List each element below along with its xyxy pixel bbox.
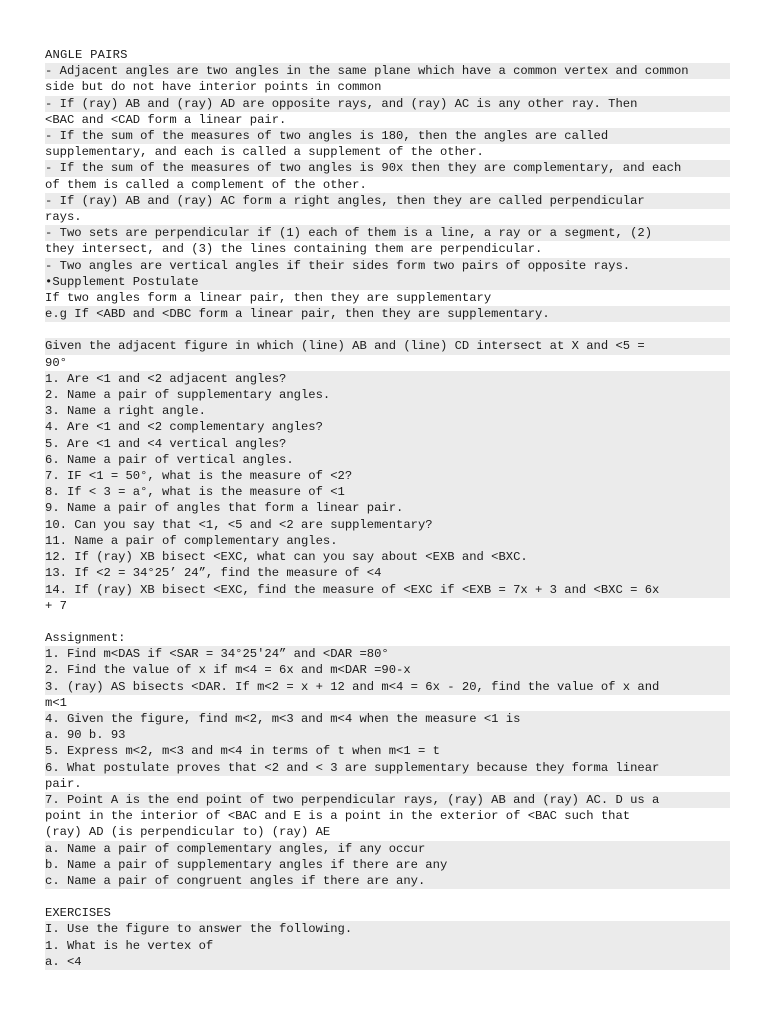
document-page bbox=[45, 47, 730, 970]
definition-line: of them is called a complement of the other. bbox=[45, 177, 367, 192]
question-line: 14. If (ray) XB bisect <EXC, find the measure of <EXC if <EXB = 7x + 3 and <BXC = 6x bbox=[45, 582, 730, 598]
assignment-list bbox=[45, 646, 730, 889]
exercises-heading: EXERCISES bbox=[45, 906, 111, 921]
given-line-1: Given the adjacent figure in which (line) AB and (line) CD intersect at X and <5 = bbox=[45, 338, 730, 354]
assignment-item-line: point in the interior of <BAC and E is a point in the exterior of <BAC such that bbox=[45, 809, 631, 824]
assignment-item-line: 7. Point A is the end point of two perpendicular rays, (ray) AB and (ray) AC. D us a bbox=[45, 792, 730, 808]
exercise-item-line: a. <4 bbox=[45, 954, 730, 970]
question-line: 4. Are <1 and <2 complementary angles? bbox=[45, 419, 730, 435]
assignment-item-line: 3. (ray) AS bisects <DAR. If m<2 = x + 12 and m<4 = 6x - 20, find the value of x and bbox=[45, 679, 730, 695]
given-line-2: 90° bbox=[45, 355, 67, 370]
question-line: 2. Name a pair of supplementary angles. bbox=[45, 387, 730, 403]
definition-line: <BAC and <CAD form a linear pair. bbox=[45, 112, 287, 127]
question-line: 3. Name a right angle. bbox=[45, 403, 730, 419]
question-line: 11. Name a pair of complementary angles. bbox=[45, 533, 730, 549]
assignment-item-line: m<1 bbox=[45, 695, 67, 710]
page-title: ANGLE PAIRS bbox=[45, 48, 128, 62]
postulate-statement: If two angles form a linear pair, then they are supplementary bbox=[45, 291, 492, 306]
spacer bbox=[45, 889, 730, 905]
definition-line: they intersect, and (3) the lines containing them are perpendicular. bbox=[45, 242, 543, 257]
postulate-heading: •Supplement Postulate bbox=[45, 274, 730, 290]
question-line: 6. Name a pair of vertical angles. bbox=[45, 452, 730, 468]
assignment-item-line: c. Name a pair of congruent angles if there are any. bbox=[45, 873, 730, 889]
definition-line: - If the sum of the measures of two angles is 90x then they are complementary, and each bbox=[45, 160, 730, 176]
question-line: 1. Are <1 and <2 adjacent angles? bbox=[45, 371, 730, 387]
spacer bbox=[45, 322, 730, 338]
exercises-list bbox=[45, 921, 730, 970]
question-line: 12. If (ray) XB bisect <EXC, what can you say about <EXB and <BXC. bbox=[45, 549, 730, 565]
assignment-item-line: 5. Express m<2, m<3 and m<4 in terms of t when m<1 = t bbox=[45, 743, 730, 759]
definition-line: - Adjacent angles are two angles in the same plane which have a common vertex and common bbox=[45, 63, 730, 79]
assignment-item-line: a. 90 b. 93 bbox=[45, 727, 730, 743]
definition-line: supplementary, and each is called a supplement of the other. bbox=[45, 145, 484, 160]
spacer bbox=[45, 614, 730, 630]
question-line: 5. Are <1 and <4 vertical angles? bbox=[45, 436, 730, 452]
definition-line: - Two sets are perpendicular if (1) each of them is a line, a ray or a segment, (2) bbox=[45, 225, 730, 241]
definition-line: - Two angles are vertical angles if their sides form two pairs of opposite rays. bbox=[45, 258, 730, 274]
definition-line: - If the sum of the measures of two angles is 180, then the angles are called bbox=[45, 128, 730, 144]
exercise-item-line: 1. What is he vertex of bbox=[45, 938, 730, 954]
assignment-item-line: 6. What postulate proves that <2 and < 3 are supplementary because they forma linear bbox=[45, 760, 730, 776]
definition-line: - If (ray) AB and (ray) AD are opposite rays, and (ray) AC is any other ray. Then bbox=[45, 96, 730, 112]
question-line: + 7 bbox=[45, 598, 67, 613]
postulate-example: e.g If <ABD and <DBC form a linear pair, then they are supplementary. bbox=[45, 306, 730, 322]
assignment-item-line: b. Name a pair of supplementary angles if there are any bbox=[45, 857, 730, 873]
assignment-item-line: 4. Given the figure, find m<2, m<3 and m<4 when the measure <1 is bbox=[45, 711, 730, 727]
assignment-item-line: 2. Find the value of x if m<4 = 6x and m<DAR =90-x bbox=[45, 662, 730, 678]
exercise-item-line: I. Use the figure to answer the following. bbox=[45, 921, 730, 937]
definition-line: side but do not have interior points in common bbox=[45, 80, 382, 95]
definition-line: - If (ray) AB and (ray) AC form a right angles, then they are called perpendicular bbox=[45, 193, 730, 209]
question-line: 9. Name a pair of angles that form a linear pair. bbox=[45, 500, 730, 516]
assignment-item-line: 1. Find m<DAS if <SAR = 34°25'24” and <DAR =80° bbox=[45, 646, 730, 662]
question-line: 7. IF <1 = 50°, what is the measure of <2? bbox=[45, 468, 730, 484]
definitions-section bbox=[45, 63, 730, 274]
question-line: 13. If <2 = 34°25’ 24”, find the measure of <4 bbox=[45, 565, 730, 581]
questions-list bbox=[45, 371, 730, 614]
assignment-item-line: a. Name a pair of complementary angles, if any occur bbox=[45, 841, 730, 857]
assignment-item-line: pair. bbox=[45, 776, 82, 791]
assignment-item-line: (ray) AD (is perpendicular to) (ray) AE bbox=[45, 825, 331, 840]
question-line: 10. Can you say that <1, <5 and <2 are supplementary? bbox=[45, 517, 730, 533]
question-line: 8. If < 3 = a°, what is the measure of <1 bbox=[45, 484, 730, 500]
assignment-heading: Assignment: bbox=[45, 630, 126, 645]
definition-line: rays. bbox=[45, 210, 82, 225]
